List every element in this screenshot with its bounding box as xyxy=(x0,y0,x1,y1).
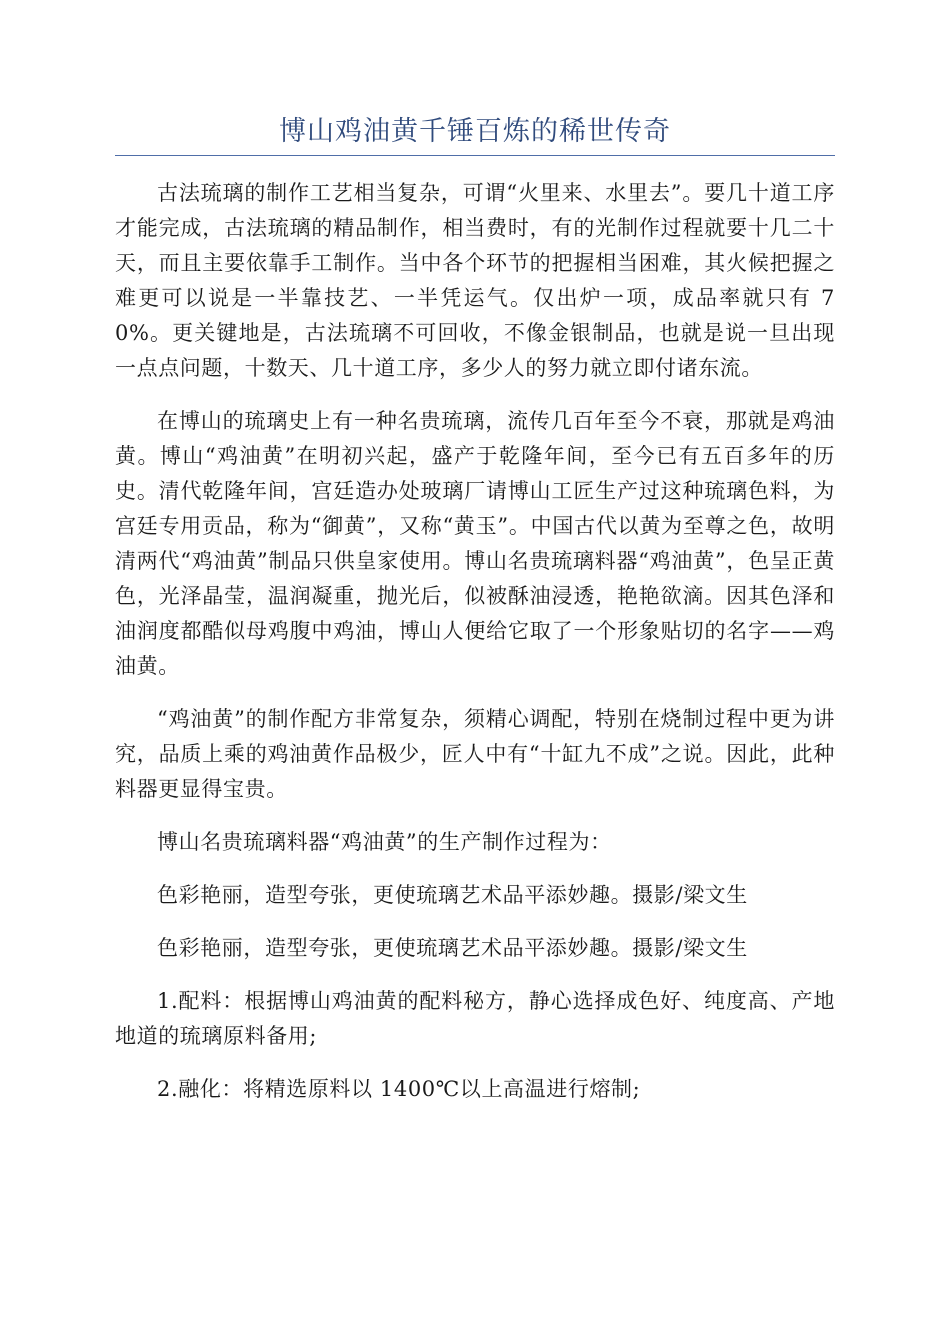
document-title: 博山鸡油黄千锤百炼的稀世传奇 xyxy=(279,116,671,147)
paragraph-craft-complexity: 古法琉璃的制作工艺相当复杂，可谓“火里来、水里去”。要几十道工序才能完成，古法琉璃的精品制作，相当费时，有的光制作过程就要十几二十天，而且主要依靠手工制作。当中各个环节的把握相当困难，其火候把握之难更可以说是一半靠技艺、一半凭运气。仅出炉一项，成品率就只有 70%。更关键地是，古法琉璃不可回收，不像金银制品，也就是说一旦出现一点点问题，十数天、几十道工序，多少人的努力就立即付诸东流。 xyxy=(115,181,835,380)
photo-caption: 色彩艳丽，造型夸张，更使琉璃艺术品平添妙趣。摄影/梁文生 xyxy=(157,936,748,960)
paragraph-formula: “鸡油黄”的制作配方非常复杂，须精心调配，特别在烧制过程中更为讲究，品质上乘的鸡油黄作品极少，匠人中有“十缸九不成”之说。因此，此种料器更显得宝贵。 xyxy=(115,707,835,801)
paragraph-process-intro: 博山名贵琉璃料器“鸡油黄”的生产制作过程为： xyxy=(157,830,612,854)
title-underline xyxy=(115,155,835,156)
paragraph-history: 在博山的琉璃史上有一种名贵琉璃，流传几百年至今不衰，那就是鸡油黄。博山“鸡油黄”在明初兴起，盛产于乾隆年间，至今已有五百多年的历史。清代乾隆年间，宫廷造办处玻璃厂请博山工匠生产过这种琉璃色料，为宫廷专用贡品，称为“御黄”，又称“黄玉”。中国古代以黄为至尊之色，故明清两代“鸡油黄”制品只供皇家使用。博山名贵琉璃料器“鸡油黄”，色呈正黄色，光泽晶莹，温润凝重，抛光后，似被酥油浸透，艳艳欲滴。因其色泽和油润度都酷似母鸡腹中鸡油，博山人便给它取了一个形象贴切的名字——鸡油黄。 xyxy=(115,409,835,678)
process-step-1: 1.配料：根据博山鸡油黄的配料秘方，静心选择成色好、纯度高、产地地道的琉璃原料备用; xyxy=(115,989,835,1048)
process-step-2: 2.融化：将精选原料以 1400℃以上高温进行熔制; xyxy=(157,1077,641,1101)
photo-caption: 色彩艳丽，造型夸张，更使琉璃艺术品平添妙趣。摄影/梁文生 xyxy=(157,883,748,907)
document-body xyxy=(115,176,835,1125)
